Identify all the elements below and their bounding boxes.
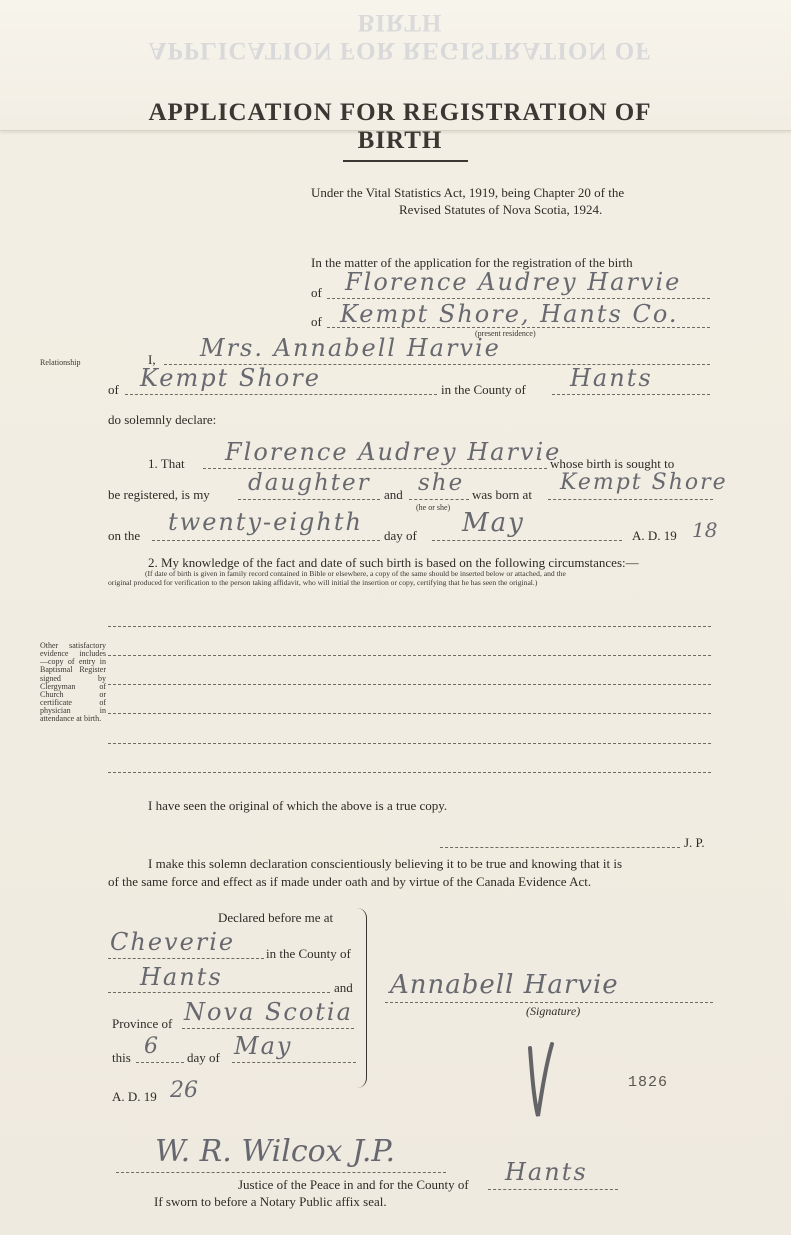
jp-label: J. P. xyxy=(684,835,705,850)
item1-name-line xyxy=(203,468,547,469)
jp-signature-line xyxy=(440,847,680,848)
declarant-place-line xyxy=(125,394,437,395)
declarant-name-handwritten: Mrs. Annabell Harvie xyxy=(200,334,501,362)
item1-ad-label: A. D. 19 xyxy=(632,528,677,543)
item1-relation-handwritten: daughter xyxy=(248,470,371,496)
declared-county-line xyxy=(108,992,330,993)
declarant-of-label: of xyxy=(108,382,119,397)
item1-whose: whose birth is sought to xyxy=(550,456,675,471)
declarant-i-label: I, xyxy=(148,352,156,367)
relationship-label: Relationship xyxy=(40,358,81,367)
declared-this-label: this xyxy=(112,1050,131,1065)
child-name-line xyxy=(327,298,710,299)
declared-month-handwritten: May xyxy=(234,1032,293,1060)
evidence-line-4 xyxy=(108,713,711,714)
item1-on-the: on the xyxy=(108,528,141,543)
item1-relation-line xyxy=(238,499,380,500)
stamp-number: 1826 xyxy=(628,1074,669,1091)
declared-place-handwritten: Cheverie xyxy=(110,928,236,956)
solemn-line-2: of the same force and effect as if made under oath and by virtue of the Canada Evidence Act. xyxy=(108,874,592,889)
notary-note: If sworn to before a Notary Public affix seal. xyxy=(154,1194,387,1209)
declarant-county-label: in the County of xyxy=(441,382,526,397)
item1-born-at: was born at xyxy=(472,487,532,502)
title-rule xyxy=(343,160,468,162)
matter-intro: In the matter of the application for the registration of the birth xyxy=(311,255,633,270)
solemn-line-1: I make this solemn declaration conscientiously believing it to be true and knowing that it is xyxy=(148,856,623,871)
declared-province-label: Province of xyxy=(112,1016,173,1031)
evidence-line-6 xyxy=(108,772,711,773)
declared-before-me: Declared before me at xyxy=(218,910,334,925)
child-name-handwritten: Florence Audrey Harvie xyxy=(345,268,682,296)
declared-day-handwritten: 6 xyxy=(144,1034,160,1059)
residence-caption: (present residence) xyxy=(475,329,536,338)
item2-text: 2. My knowledge of the fact and date of such birth is based on the following circumstances:— xyxy=(148,555,639,570)
signature-caption: (Signature) xyxy=(526,1004,581,1018)
declared-day-line xyxy=(136,1062,184,1063)
justice-signature-line xyxy=(116,1172,446,1173)
act-line-1: Under the Vital Statistics Act, 1919, being Chapter 20 of the xyxy=(311,185,625,200)
declared-day-of: day of xyxy=(187,1050,220,1065)
item1-born-place-handwritten: Kempt Shore xyxy=(560,470,728,495)
item1-pronoun-handwritten: she xyxy=(418,470,465,496)
declarant-county-handwritten: Hants xyxy=(570,364,653,392)
document-title: APPLICATION FOR REGISTRATION OF BIRTH xyxy=(148,99,652,154)
signature-line xyxy=(385,1002,713,1003)
declared-province-line xyxy=(182,1028,354,1029)
registration-check-mark xyxy=(524,1040,558,1120)
evidence-line-5 xyxy=(108,743,711,744)
declared-month-line xyxy=(232,1062,356,1063)
declaration-brace xyxy=(352,908,367,1088)
declared-county-handwritten: Hants xyxy=(140,963,223,991)
item1-month-handwritten: May xyxy=(462,508,525,538)
declarant-place-handwritten: Kempt Shore xyxy=(140,364,321,392)
item1-year-handwritten: 18 xyxy=(692,518,718,542)
act-line-2: Revised Statutes of Nova Scotia, 1924. xyxy=(399,202,603,217)
item2-note-line-2: original produced for verification to the person taking affidavit, who will initial the insertion or copy, certifying that he has seen the original.) xyxy=(108,578,538,587)
evidence-line-2 xyxy=(108,655,711,656)
seen-original-text: I have seen the original of which the above is a true copy. xyxy=(148,798,448,813)
item1-that-label: 1. That xyxy=(148,456,185,471)
item1-name-handwritten: Florence Audrey Harvie xyxy=(225,438,562,466)
evidence-line-1 xyxy=(108,626,711,627)
item1-registered: be registered, is my xyxy=(108,487,210,502)
evidence-line-3 xyxy=(108,684,711,685)
item1-day-handwritten: twenty-eighth xyxy=(168,508,363,536)
declared-place-line xyxy=(108,958,264,959)
matter-of-label-2: of xyxy=(311,314,322,329)
justice-signature-handwritten: W. R. Wilcox J.P. xyxy=(155,1134,396,1169)
declared-year-handwritten: 26 xyxy=(170,1078,198,1103)
declared-in-county: in the County of xyxy=(266,946,351,961)
item1-born-place-line xyxy=(548,499,713,500)
declarant-signature-handwritten: Annabell Harvie xyxy=(390,970,619,1000)
item1-day-of: day of xyxy=(384,528,417,543)
justice-label: Justice of the Peace in and for the County of xyxy=(238,1177,469,1192)
solemnly-declare: do solemnly declare: xyxy=(108,412,217,427)
item2-note-line-1: (If date of birth is given in family record contained in Bible or elsewhere, a copy of the same should be inserted below or attached, and the xyxy=(145,569,566,578)
justice-county-line xyxy=(488,1189,618,1190)
matter-of-label: of xyxy=(311,285,322,300)
declared-and-label: and xyxy=(334,980,353,995)
item1-day-line xyxy=(152,540,380,541)
residence-handwritten: Kempt Shore, Hants Co. xyxy=(340,300,679,328)
justice-county-handwritten: Hants xyxy=(505,1158,588,1186)
declared-ad-label: A. D. 19 xyxy=(112,1089,157,1104)
item1-and-label: and xyxy=(384,487,403,502)
declared-province-handwritten: Nova Scotia xyxy=(184,998,353,1026)
item1-pronoun-line xyxy=(409,499,469,500)
declarant-county-line xyxy=(552,394,710,395)
item1-pronoun-caption: (he or she) xyxy=(416,503,451,512)
item1-month-line xyxy=(432,540,622,541)
bleed-through-title: APPLICATION FOR REGISTRATION OF BIRTH xyxy=(148,9,652,64)
side-note-evidence: Other satisfactory evidence includes —copy of entry in Baptismal Register signed by Clergyman of Church or certificate of physician in attendance at birth. xyxy=(40,641,106,724)
